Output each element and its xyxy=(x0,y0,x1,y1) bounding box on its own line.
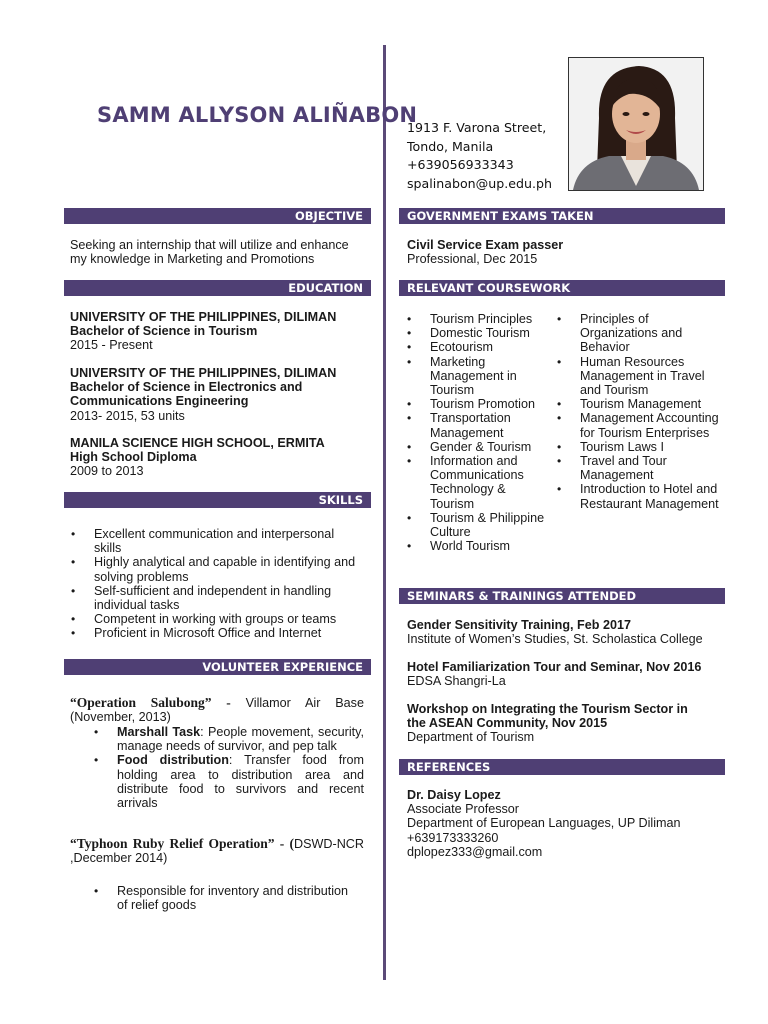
coursework-heading: RELEVANT COURSEWORK xyxy=(399,280,725,296)
operation-2-tasks xyxy=(94,884,360,912)
operation-detail: DSWD-NCR ,December 2014) xyxy=(70,837,364,866)
skills-list xyxy=(71,527,361,641)
references-heading: REFERENCES xyxy=(399,759,725,775)
course-item: • Human Resources Management in Travel and Tourism xyxy=(557,355,722,398)
course-item: • Introduction to Hotel and Restaurant Management xyxy=(557,482,722,510)
education-entry xyxy=(70,310,370,353)
column-divider xyxy=(383,45,386,980)
degree: Bachelor of Science in Tourism xyxy=(70,324,258,339)
skills-heading: SKILLS xyxy=(64,492,371,508)
course-item: • Transportation Management xyxy=(407,411,549,439)
seminar-title: Hotel Familiarization Tour and Seminar, Nov 2016 xyxy=(407,660,702,674)
skill-item: • Highly analytical and capable in identifying and solving problems xyxy=(71,555,361,583)
gov-exams-heading: GOVERNMENT EXAMS TAKEN xyxy=(399,208,725,224)
seminar-org: Department of Tourism xyxy=(407,730,535,745)
seminar-entry xyxy=(407,660,722,688)
exam-detail: Professional, Dec 2015 xyxy=(407,252,538,267)
operation-title: “Typhoon Ruby Relief Operation” - ( xyxy=(70,836,295,851)
task-item: • Responsible for inventory and distribution of relief goods xyxy=(94,884,360,912)
education-heading: EDUCATION xyxy=(64,280,371,296)
course-item: • Travel and Tour Management xyxy=(557,454,722,482)
objective-heading: OBJECTIVE xyxy=(64,208,371,224)
phone-number: +639056933343 xyxy=(407,157,514,172)
course-item: • Tourism Promotion xyxy=(407,397,549,411)
course-item: • Tourism & Philippine Culture xyxy=(407,511,549,539)
course-item: • Principles of Organizations and Behavior xyxy=(557,312,722,355)
objective-text xyxy=(70,238,370,266)
course-item: • Information and Communications Technology & Tourism xyxy=(407,454,549,511)
degree-line-2: Communications Engineering xyxy=(70,394,249,409)
seminar-entry xyxy=(407,702,722,745)
volunteer-heading: VOLUNTEER EXPERIENCE xyxy=(64,659,371,675)
education-years: 2015 - Present xyxy=(70,338,153,353)
course-item: • Gender & Tourism xyxy=(407,440,549,454)
objective-line-1: Seeking an internship that will utilize and enhance xyxy=(70,238,349,252)
gov-exam-entry xyxy=(407,238,717,266)
seminar-org: Institute of Women’s Studies, St. Scholastica College xyxy=(407,632,703,647)
coursework-column-1 xyxy=(407,312,549,553)
education-years: 2013- 2015, 53 units xyxy=(70,408,185,423)
task-item xyxy=(94,753,364,810)
contact-block xyxy=(407,119,552,193)
portrait-image xyxy=(569,58,703,190)
seminars-heading: SEMINARS & TRAININGS ATTENDED xyxy=(399,588,725,604)
skill-item: • Excellent communication and interpersonal skills xyxy=(71,527,361,555)
coursework-column-2 xyxy=(557,312,722,511)
course-item: • Ecotourism xyxy=(407,340,549,354)
course-item: • Domestic Tourism xyxy=(407,326,549,340)
seminar-title-line-2: the ASEAN Community, Nov 2015 xyxy=(407,716,608,731)
school-name: MANILA SCIENCE HIGH SCHOOL, ERMITA xyxy=(70,436,325,450)
education-entry xyxy=(70,436,370,479)
school-name: UNIVERSITY OF THE PHILIPPINES, DILIMAN xyxy=(70,310,337,324)
volunteer-operation-1 xyxy=(70,696,364,724)
reference-email: dplopez333@gmail.com xyxy=(407,844,543,859)
address-line-2: Tondo, Manila xyxy=(407,138,494,154)
education-years: 2009 to 2013 xyxy=(70,464,144,479)
course-item: • World Tourism xyxy=(407,539,549,553)
operation-detail: Villamor Air Base (November, 2013) xyxy=(70,696,364,725)
skill-item: • Proficient in Microsoft Office and Internet xyxy=(71,626,361,640)
operation-title: “Operation Salubong” - xyxy=(70,695,231,710)
reference-position: Associate Professor xyxy=(407,802,519,817)
education-entry xyxy=(70,366,370,423)
task-text: : People movement, security, manage needs of survivor, and pep talk xyxy=(117,725,364,754)
seminar-title: Workshop on Integrating the Tourism Sector in xyxy=(407,702,688,716)
reference-entry xyxy=(407,788,722,859)
course-item: • Tourism Management xyxy=(557,397,722,411)
course-item: • Marketing Management in Tourism xyxy=(407,355,549,398)
objective-line-2: my knowledge in Marketing and Promotions xyxy=(70,252,315,267)
task-item xyxy=(94,725,364,753)
skill-item: • Competent in working with groups or teams xyxy=(71,612,361,626)
seminar-org: EDSA Shangri-La xyxy=(407,674,506,689)
address-line-1: 1913 F. Varona Street, xyxy=(407,120,547,135)
degree: Bachelor of Science in Electronics and xyxy=(70,380,303,395)
operation-1-tasks xyxy=(94,725,364,810)
reference-name: Dr. Daisy Lopez xyxy=(407,788,501,802)
task-text: : Transfer food from holding area to distribution area and distribute food to survivors and recent arrivals xyxy=(117,753,364,811)
seminar-title: Gender Sensitivity Training, Feb 2017 xyxy=(407,618,631,632)
course-item: • Tourism Principles xyxy=(407,312,549,326)
degree: High School Diploma xyxy=(70,450,197,465)
task-label: Food distribution xyxy=(117,753,229,768)
candidate-name: SAMM ALLYSON ALIÑABON xyxy=(97,103,418,127)
skill-item: • Self-sufficient and independent in handling individual tasks xyxy=(71,584,361,612)
exam-title: Civil Service Exam passer xyxy=(407,238,564,252)
seminar-entry xyxy=(407,618,722,646)
course-item: • Management Accounting for Tourism Enterprises xyxy=(557,411,722,439)
reference-phone: +639173333260 xyxy=(407,830,499,845)
school-name: UNIVERSITY OF THE PHILIPPINES, DILIMAN xyxy=(70,366,337,380)
reference-department: Department of European Languages, UP Diliman xyxy=(407,816,681,831)
volunteer-operation-2 xyxy=(70,837,364,865)
course-item: • Tourism Laws I xyxy=(557,440,722,454)
profile-photo xyxy=(568,57,704,191)
task-label: Marshall Task xyxy=(117,725,201,739)
email-address: spalinabon@up.edu.ph xyxy=(407,175,552,191)
